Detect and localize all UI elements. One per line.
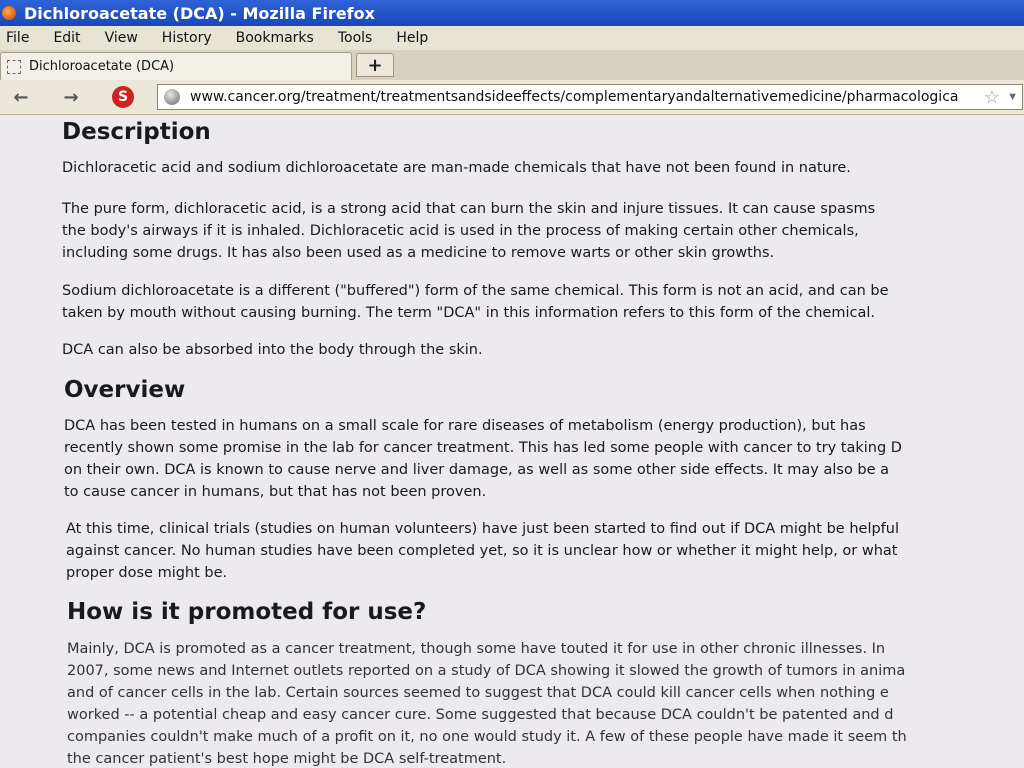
- overview-paragraph: At this time, clinical trials (studies on human volunteers) have just been started to find out if DCA might be helpful against cancer. No human studies have been completed yet, so it is unclear how or whether it might help, or what proper dose might be.: [66, 521, 899, 581]
- description-paragraph: Dichloracetic acid and sodium dichloroacetate are man-made chemicals that have not been found in nature.: [62, 160, 851, 176]
- page-favicon-icon: [7, 60, 21, 74]
- url-bar[interactable]: [157, 84, 1023, 110]
- overview-paragraph: DCA has been tested in humans on a small scale for rare diseases of metabolism (energy production), but has recently shown some promise in the lab for cancer treatment. This has led some people with cancer to try taking D on their own. DCA is known to cause nerve and liver damage, as well as some other side effects. It may also be a to cause cancer in humans, but that has not been proven.: [64, 418, 902, 500]
- url-text[interactable]: www.cancer.org/treatment/treatmentsandsideeffects/complementaryandalternativemedicine/pharmacologica: [190, 89, 959, 105]
- bookmark-star-icon[interactable]: ☆: [983, 87, 1000, 107]
- menu-file[interactable]: File: [6, 30, 30, 46]
- menu-bookmarks[interactable]: Bookmarks: [235, 30, 314, 46]
- promoted-paragraph: Mainly, DCA is promoted as a cancer treatment, though some have touted it for use in other chronic illnesses. In 2007, some news and Internet outlets reported on a study of DCA showing it slowed the growth of tumors in anima and of cancer cells in the lab. Certain sources seemed to suggest that DCA could kill cancer cells when nothing e worked -- a potential cheap and easy cancer cure. Some suggested that because DCA couldn't be patented and d companies couldn't make much of a profit on it, no one would study it. A few of these people have made it seem th the cancer patient's best hope might be DCA self-treatment.: [67, 641, 907, 767]
- description-paragraph: Sodium dichloroacetate is a different ("buffered") form of the same chemical. This form is not an acid, and can be taken by mouth without causing burning. The term "DCA" in this information refers to this form of the chemical.: [62, 283, 889, 321]
- overview-heading: Overview: [64, 377, 186, 403]
- firefox-icon: [2, 6, 16, 20]
- menu-view[interactable]: View: [104, 30, 138, 46]
- stop-icon[interactable]: S: [112, 86, 134, 108]
- menu-edit[interactable]: Edit: [53, 30, 81, 46]
- chevron-down-icon[interactable]: ▼: [1007, 91, 1018, 103]
- menu-help[interactable]: Help: [396, 30, 429, 46]
- page-content: [0, 115, 1024, 768]
- forward-arrow-icon[interactable]: →: [63, 86, 79, 108]
- description-heading: Description: [62, 119, 211, 145]
- window-title: Dichloroacetate (DCA) - Mozilla Firefox: [24, 3, 375, 23]
- description-paragraph: DCA can also be absorbed into the body through the skin.: [62, 342, 483, 358]
- promoted-heading: How is it promoted for use?: [67, 599, 427, 625]
- menu-bar: [0, 26, 1024, 50]
- tab-strip: [0, 50, 1024, 80]
- tab-dca[interactable]: [0, 52, 352, 80]
- menu-history[interactable]: History: [161, 30, 212, 46]
- window-titlebar: [0, 0, 1024, 26]
- navigation-toolbar: [0, 80, 1024, 115]
- description-paragraph: The pure form, dichloracetic acid, is a strong acid that can burn the skin and injure tissues. It can cause spasms the body's airways if it is inhaled. Dichloracetic acid is used in the process of making certain other chemicals, including some drugs. It has also been used as a medicine to remove warts or other skin growths.: [62, 201, 876, 261]
- back-arrow-icon[interactable]: ←: [13, 86, 29, 108]
- site-identity-icon[interactable]: [164, 89, 180, 105]
- tab-label: Dichloroacetate (DCA): [29, 59, 175, 74]
- new-tab-button[interactable]: +: [356, 53, 394, 77]
- menu-tools[interactable]: Tools: [337, 30, 373, 46]
